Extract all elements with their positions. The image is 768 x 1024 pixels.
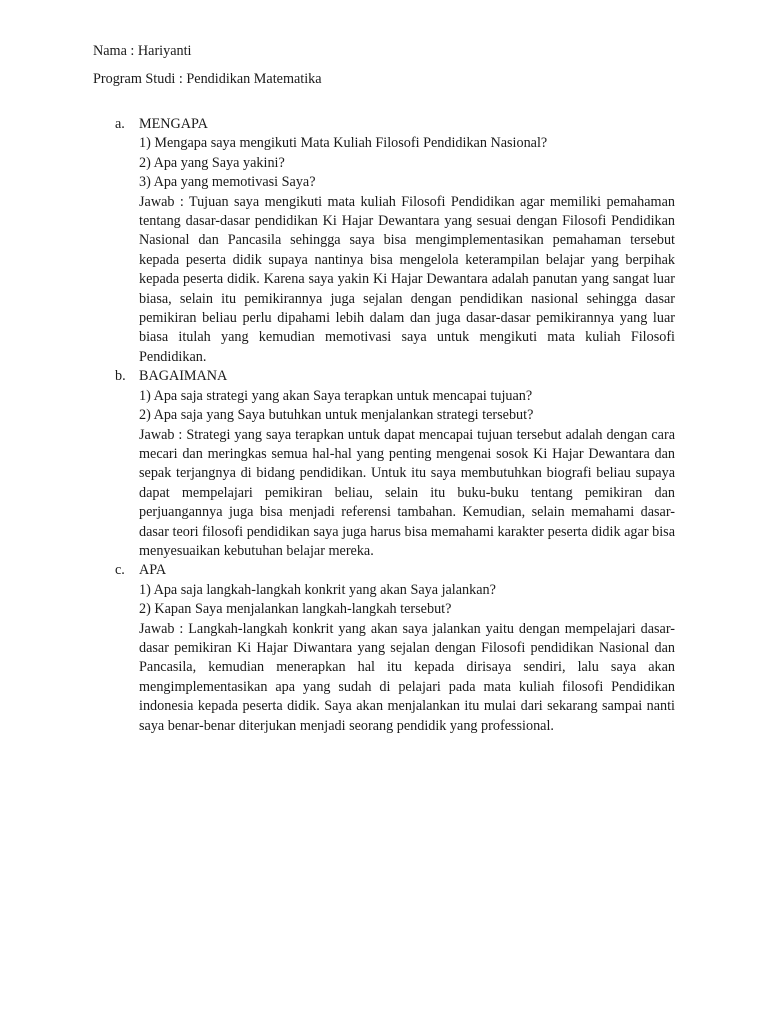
question-item: 2) Apa saja yang Saya butuhkan untuk menjalankan strategi tersebut?	[139, 407, 534, 424]
answer-paragraph: Jawab : Strategi yang saya terapkan untuk dapat mencapai tujuan tersebut adalah dengan cara mecari dan meringkas semua hal-hal yang penting mengenai sosok Ki Hajar Dewantara dan sepak terjangnya di bidang pendidikan. Untuk itu saya membutuhkan biografi beliau supaya dapat mempelajari pemikiran beliau, selain itu buku-buku tentang pemikiran dan perjuangannya juga bisa menjadi referensi tambahan. Kemudian, selain memahami dasar-dasar teori filosofi pendidikan saya juga harus bisa memahami karakter peserta didik agar bisa menyesuaikan kebutuhan belajar mereka.	[139, 426, 675, 559]
question-item: 2) Kapan Saya menjalankan langkah-langkah tersebut?	[139, 601, 452, 618]
answer-paragraph: Jawab : Tujuan saya mengikuti mata kuliah Filosofi Pendidikan agar memiliki pemahaman tentang dasar-dasar pendidikan Ki Hajar Dewantara yang sesuai dengan Filosofi Pendidikan Nasional dan Pancasila sehingga saya bisa mengimplementasikan pemahaman tersebut kepada peserta didik supaya nantinya bisa mengelola keterampilan belajar yang berpihak kepada peserta didik. Karena saya yakin Ki Hajar Dewantara adalah panutan yang sangat luar biasa, selain itu pemikirannya juga sejalan dengan pendidikan nasional sehingga dasar pemikiran beliau perlu dipahami lebih dalam dan juga dasar-dasar pemikirannya yang luar biasa itulah yang kemudian memotivasi saya untuk mengikuti mata kuliah Filosofi Pendidikan.	[139, 193, 675, 365]
question-item: 1) Apa saja strategi yang akan Saya terapkan untuk mencapai tujuan?	[139, 387, 533, 404]
section-heading	[93, 561, 675, 580]
section-title: BAGAIMANA	[139, 368, 228, 385]
section-letter: c.	[115, 562, 125, 579]
section-bagaimana	[93, 367, 675, 561]
question-item: 3) Apa yang memotivasi Saya?	[139, 174, 316, 191]
answer-paragraph: Jawab : Langkah-langkah konkrit yang akan saya jalankan yaitu dengan mempelajari dasar-dasar pemikiran Ki Hajar Diwantara yang sejalan dengan Filosofi pendidikan Nasional dan Pancasila, kemudian menerapkan hal itu kepada dirisaya sendiri, lalu saya akan mengimplementasikan apa yang sudah di pelajari pada mata kuliah filosofi Pendidikan indonesia kepada peserta didik. Saya akan menjalankan itu mulai dari sekarang sampai nanti saya benar-benar diterjukan menjadi seorang pendidik yang professional.	[139, 620, 675, 734]
section-heading	[93, 115, 675, 134]
section-heading	[93, 367, 675, 386]
section-body	[139, 134, 675, 367]
document-body	[93, 115, 675, 736]
section-title: APA	[139, 562, 167, 579]
question-item: 2) Apa yang Saya yakini?	[139, 154, 285, 171]
section-body	[139, 387, 675, 562]
section-letter: b.	[115, 368, 126, 385]
section-body	[139, 581, 675, 736]
section-mengapa	[93, 115, 675, 367]
student-name: Nama : Hariyanti	[93, 43, 192, 59]
section-title: MENGAPA	[139, 116, 208, 132]
section-letter: a.	[115, 116, 125, 132]
question-item: 1) Apa saja langkah-langkah konkrit yang akan Saya jalankan?	[139, 581, 496, 598]
question-item: 1) Mengapa saya mengikuti Mata Kuliah Filosofi Pendidikan Nasional?	[139, 135, 548, 152]
study-program: Program Studi : Pendidikan Matematika	[93, 71, 322, 87]
section-apa	[93, 561, 675, 736]
